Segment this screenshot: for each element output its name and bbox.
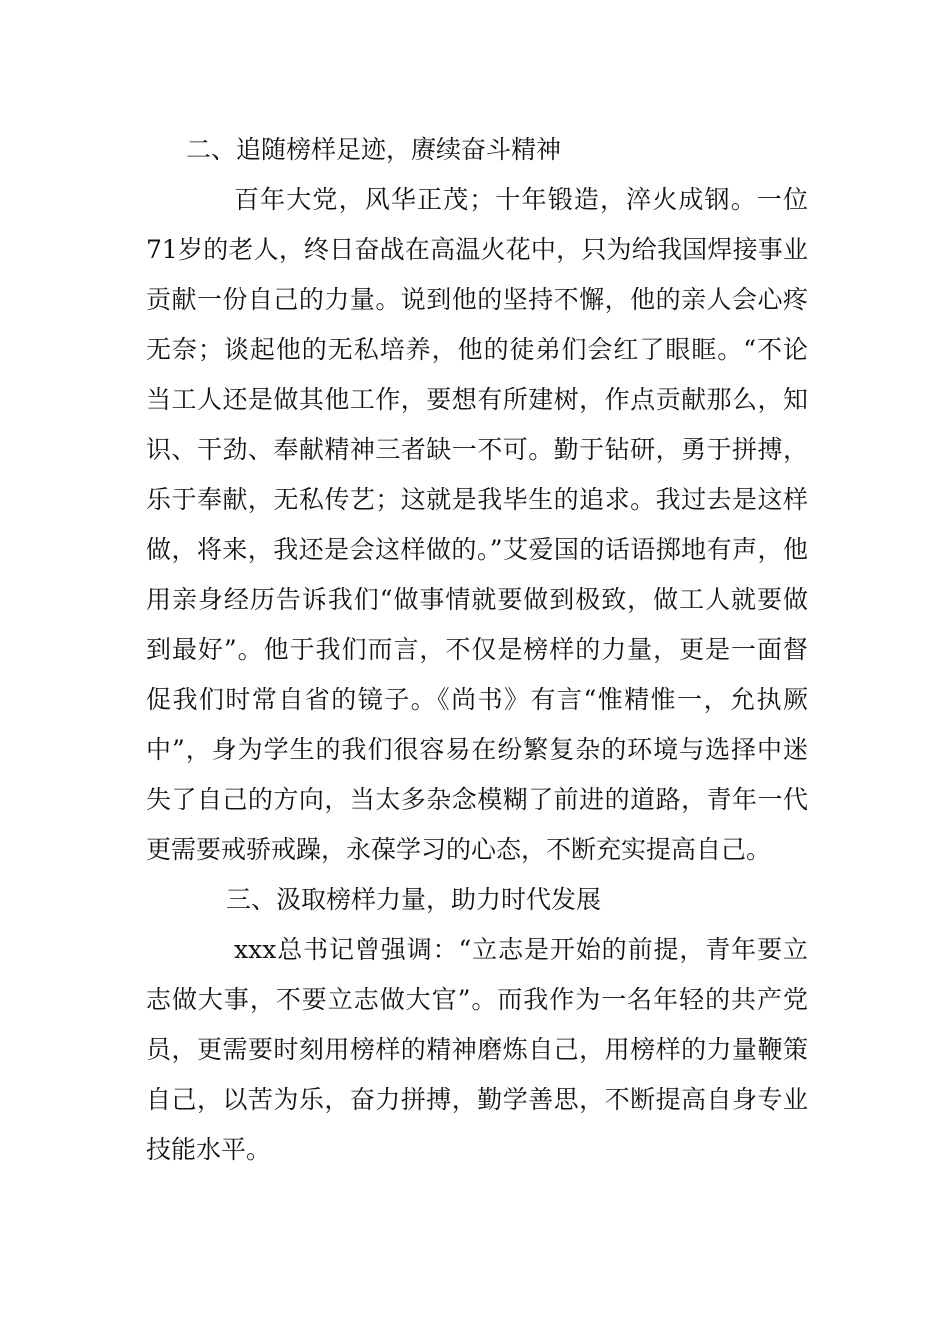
section-3-paragraph: xxx总书记曾强调：“立志是开始的前提，青年要立志做大事，不要立志做大官”。而我作为一名年轻的共产党员，更需要时刻用榜样的精神磨炼自己，用榜样的力量鞭策自己，以苦为乐，奋力拼搏，勤学善思，不断提高自身专业技能水平。 <box>146 935 808 1164</box>
section-3-heading: 三、汲取榜样力量，助力时代发展 <box>226 885 602 914</box>
section-2-heading: 二、追随榜样足迹，赓续奋斗精神 <box>186 135 562 164</box>
document-body <box>146 125 808 1175</box>
section-2-paragraph: 百年大党，风华正茂；十年锻造，淬火成钢。一位71岁的老人，终日奋战在高温火花中，只为给我国焊接事业贡献一份自己的力量。说到他的坚持不懈，他的亲人会心疼无奈；谈起他的无私培养，他的徒弟们会红了眼眶。“不论当工人还是做其他工作，要想有所建树，作点贡献那么，知识、干劲、奉献精神三者缺一不可。勤于钻研，勇于拼搏，乐于奉献，无私传艺；这就是我毕生的追求。我过去是这样做，将来，我还是会这样做的。”艾爱国的话语掷地有声，他用亲身经历告诉我们“做事情就要做到极致，做工人就要做到最好”。他于我们而言，不仅是榜样的力量，更是一面督促我们时常自省的镜子。《尚书》有言“惟精惟一，允执厥中”，身为学生的我们很容易在纷繁复杂的环境与选择中迷失了自己的方向，当太多杂念模糊了前进的道路，青年一代更需要戒骄戒躁，永葆学习的心态，不断充实提高自己。 <box>146 185 808 864</box>
